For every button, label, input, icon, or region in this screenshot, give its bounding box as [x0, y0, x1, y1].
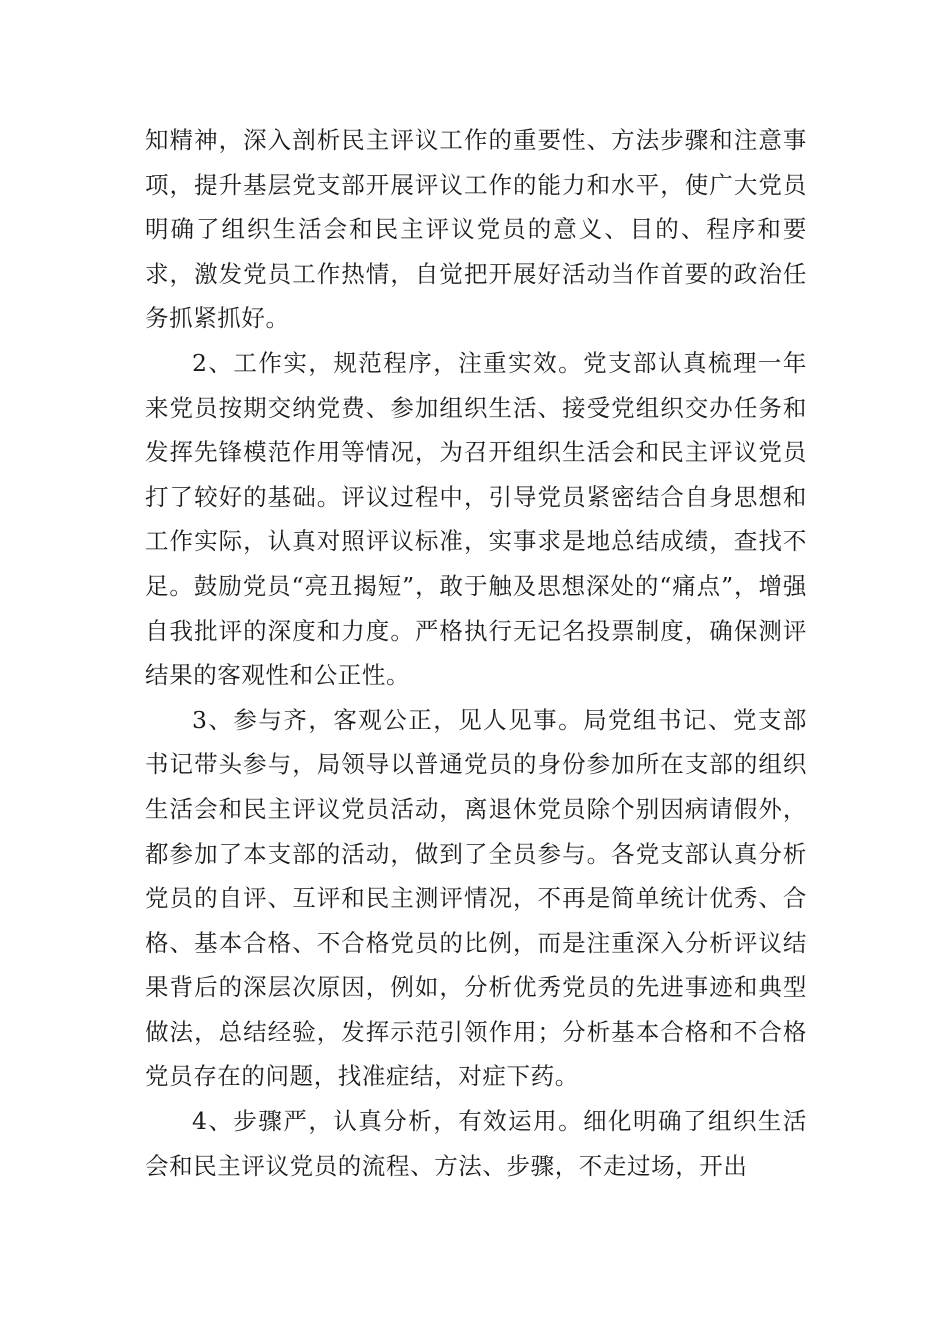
- paragraph-4: 4、步骤严，认真分析，有效运用。细化明确了组织生活会和民主评议党员的流程、方法、步骤，不走过场，开出: [145, 1107, 807, 1180]
- body-text: [145, 118, 807, 1188]
- paragraph-3: 3、参与齐，客观公正，见人见事。局党组书记、党支部书记带头参与，局领导以普通党员的身份参加所在支部的组织生活会和民主评议党员活动，离退休党员除个别因病请假外，都参加了本支部的活动，做到了全员参与。各党支部认真分析党员的自评、互评和民主测评情况，不再是简单统计优秀、合格、基本合格、不合格党员的比例，而是注重深入分析评议结果背后的深层次原因，例如，分析优秀党员的先进事迹和典型做法，总结经验，发挥示范引领作用；分析基本合格和不合格党员存在的问题，找准症结，对症下药。: [145, 705, 807, 1091]
- paragraph-1: 知精神，深入剖析民主评议工作的重要性、方法步骤和注意事项，提升基层党支部开展评议工作的能力和水平，使广大党员明确了组织生活会和民主评议党员的意义、目的、程序和要求，激发党员工作热情，自觉把开展好活动当作首要的政治任务抓紧抓好。: [145, 126, 807, 333]
- paragraph-2: 2、工作实，规范程序，注重实效。党支部认真梳理一年来党员按期交纳党费、参加组织生活、接受党组织交办任务和发挥先锋模范作用等情况，为召开组织生活会和民主评议党员打了较好的基础。评议过程中，引导党员紧密结合自身思想和工作实际，认真对照评议标准，实事求是地总结成绩，查找不足。鼓励党员“亮丑揭短”，敢于触及思想深处的“痛点”，增强自我批评的深度和力度。严格执行无记名投票制度，确保测评结果的客观性和公正性。: [145, 348, 807, 690]
